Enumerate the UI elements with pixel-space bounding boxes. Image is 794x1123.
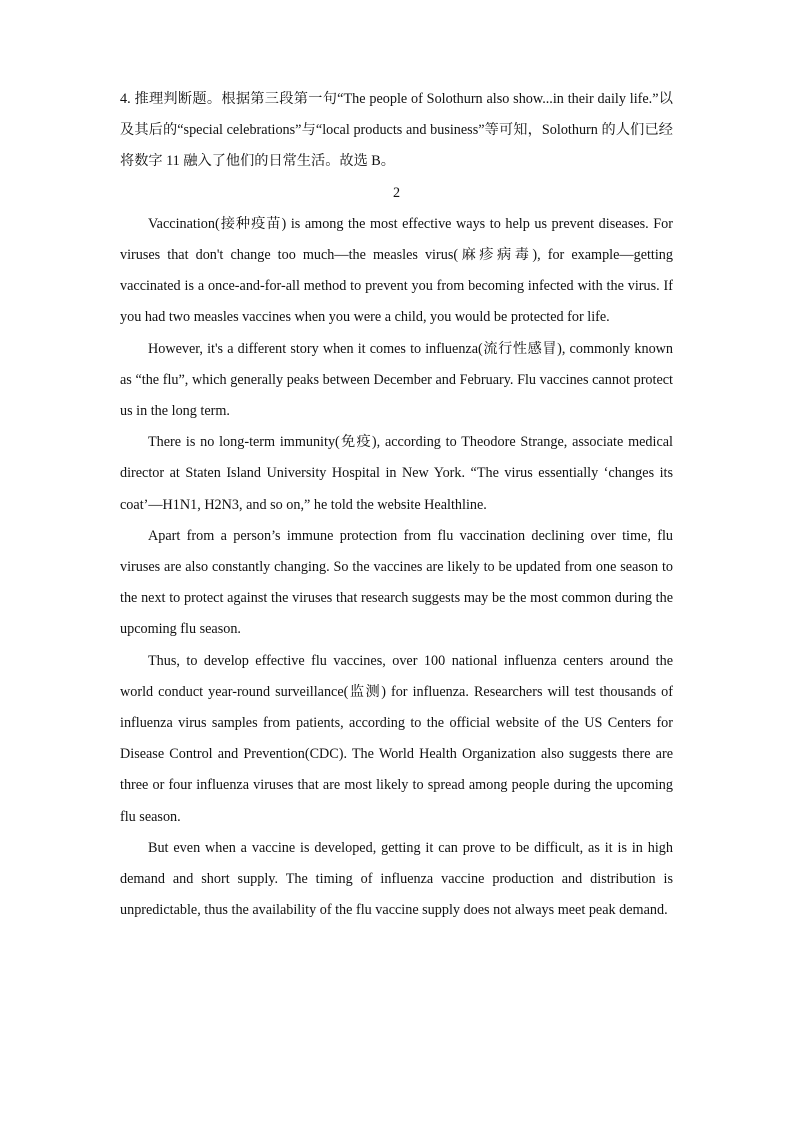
passage-paragraph-4: Apart from a person’s immune protection from flu vaccination declining over time, flu viruses are also constantly changing. So the vaccines are likely to be updated from one season to the next to protect against the viruses that research suggests may be the most common during the upcoming flu season. xyxy=(120,527,673,638)
document-page xyxy=(120,84,673,926)
passage-number: 2 xyxy=(392,184,401,201)
passage-paragraph-2: However, it's a different story when it comes to influenza(流行性感冒), commonly known as “the flu”, which generally peaks between December and February. Flu vaccines cannot protect us in the long term. xyxy=(120,340,673,420)
answer-explanation: 4. 推理判断题。根据第三段第一句“The people of Solothurn also show...in their daily life.”以及其后的“special celebrations”与“local products and business”等可知，Solothurn 的人们已经将数字 11 融入了他们的日常生活。故选 B。 xyxy=(120,91,673,170)
passage-paragraph-3: There is no long-term immunity(免疫), according to Theodore Strange, associate medical director at Staten Island University Hospital in New York. “The virus essentially ‘changes its coat’—H1N1, H2N3, and so on,” he told the website Healthline. xyxy=(120,434,673,513)
passage-paragraph-6: But even when a vaccine is developed, getting it can prove to be difficult, as it is in high demand and short supply. The timing of influenza vaccine production and distribution is unpredictable, thus the availability of the flu vaccine supply does not always meet peak demand. xyxy=(120,839,673,919)
passage-paragraph-5: Thus, to develop effective flu vaccines, over 100 national influenza centers around the world conduct year-round surveillance(监测) for influenza. Researchers will test thousands of influenza virus samples from patients, according to the official website of the US Centers for Disease Control and Prevention(CDC). The World Health Organization also suggests there are three or four influenza viruses that are most likely to spread among people during the upcoming flu season. xyxy=(120,652,673,825)
passage-paragraph-1: Vaccination(接种疫苗) is among the most effective ways to help us prevent diseases. For viruses that don't change too much—the measles virus(麻疹病毒), for example—getting vaccinated is a once-and-for-all method to prevent you from becoming infected with the virus. If you had two measles vaccines when you were a child, you would be protected for life. xyxy=(120,215,673,326)
